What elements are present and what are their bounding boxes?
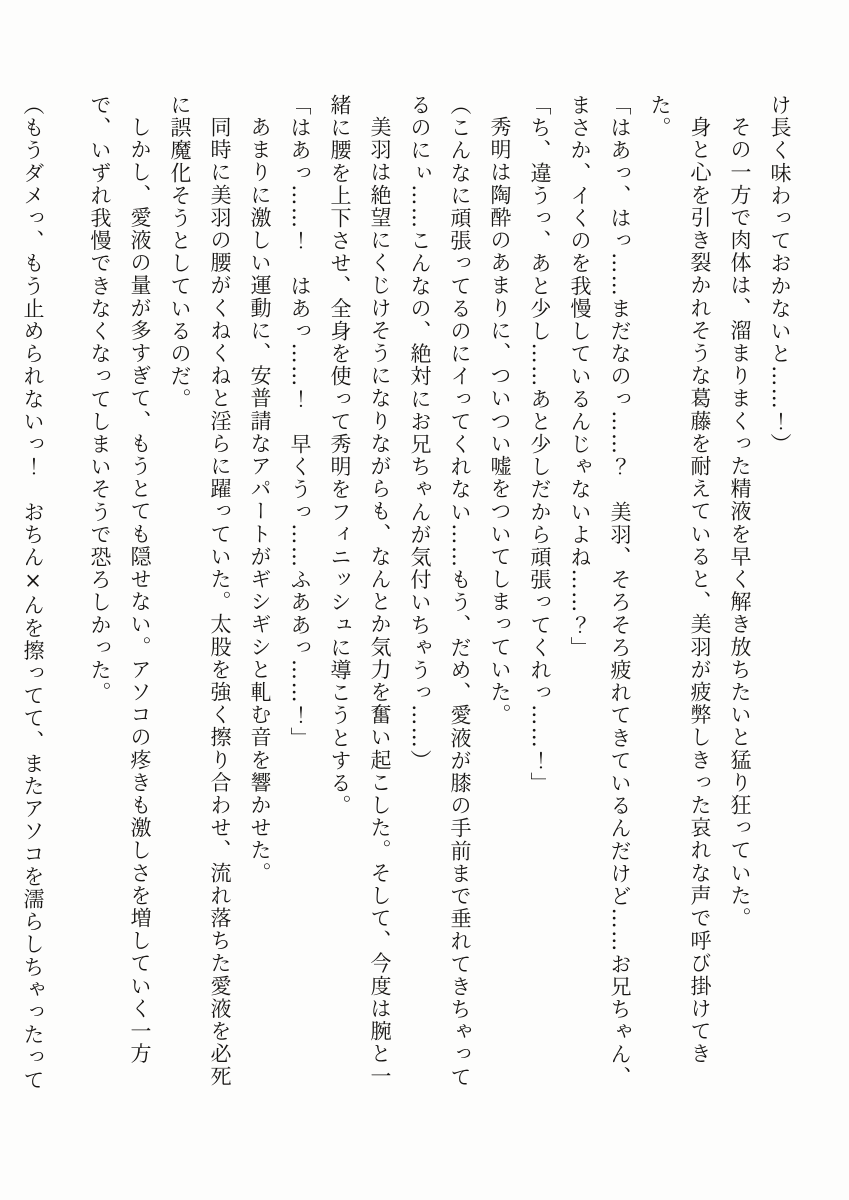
paragraph: 美羽は絶望にくじけそうになりながらも、なんとか気力を奮い起こした。そして、今度は腕と一緒に腰を上下させ、全身を使って秀明をフィニッシュに導こうとする。 [328,94,392,1088]
paragraph: 「はあっ、はっ……まだなのっ……？ 美羽、そろそろ疲れてきているんだけど……お兄ちゃん、まさか、イくのを我慢しているんじゃないよね……？」 [568,94,632,1089]
paragraph: あまりに激しい運動に、安普請なアパートがギシギシと軋む音を響かせた。 [248,116,272,885]
vertical-text-block [13,94,800,1096]
paragraph: 同時に美羽の腰がくねくねと淫らに躍っていた。太股を強く擦り合わせ、流れ落ちた愛液を必死に誤魔化そうとしているのだ。 [168,94,232,1088]
paragraph: （もうダメっ、もう止められないっ！ おちん×んを擦ってて、またアソコを濡らしちゃったって [21,94,45,1092]
paragraph: （こんなに頑張ってるのにイってくれない……もう、だめ、愛液が膝の手前まで垂れてきちゃってるのにぃ……こんなの、絶対にお兄ちゃんが気付いちゃうっ……） [408,94,472,1089]
paragraph: その一方で肉体は、溜まりまくった精液を早く解き放ちたいと猛り狂っていた。 [728,116,752,930]
paragraph: 秀明は陶酔のあまりに、ついつい嘘をついてしまっていた。 [488,116,512,727]
paragraph: 「ち、違うっ、あと少し……あと少しだから頑張ってくれっ……！」 [528,94,552,795]
paragraph: しかし、愛液の量が多すぎて、もうとても隠せない。アソコの疼きも激しさを増していく一方で、いずれ我慢できなくなってしまいそうで恐ろしかった。 [88,94,152,1066]
paragraph: け長く味わっておかないと……！） [768,94,792,456]
paragraph: 「はあっ……！ はあっ……！ 早くうっ……ふああっ……！」 [288,94,312,750]
paragraph: 身と心を引き裂かれそうな葛藤を耐えていると、美羽が疲弊しきった哀れな声で呼び掛けてきた。 [648,94,712,1066]
